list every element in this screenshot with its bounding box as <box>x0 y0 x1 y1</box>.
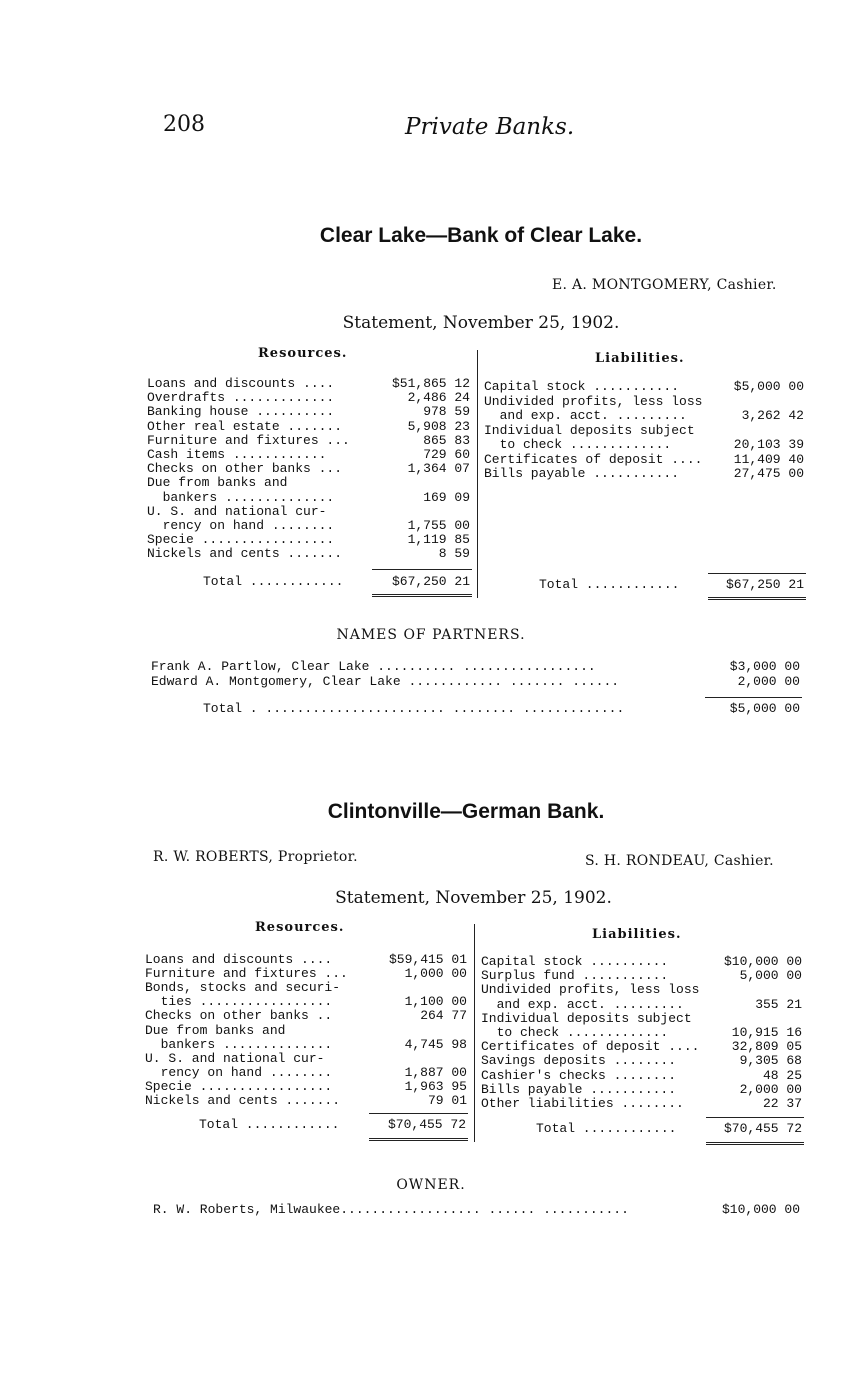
bank1-resource-amount: 978 59 <box>423 404 470 420</box>
bank2-liability-label: Other liabilities ........ <box>481 1096 684 1111</box>
bank2-cashier: S. H. RONDEAU, Cashier. <box>585 853 774 869</box>
bank1-resource-amount: 1,755 00 <box>407 518 470 533</box>
bank2-resource-label: bankers .............. <box>145 1036 333 1052</box>
bank2-statement: Statement, November 25, 1902. <box>335 888 612 908</box>
bank1-liabilities-sum-rule <box>708 573 806 574</box>
bank2-resource-label: rency on hand ........ <box>145 1064 333 1080</box>
bank1-liabilities-total-label: Total ............ <box>539 577 680 592</box>
partners-total: $5,000 00 <box>729 701 800 716</box>
bank1-resource-amount: 5,908 23 <box>407 418 470 434</box>
bank1-liability-label: Bills payable ........... <box>484 466 680 481</box>
bank1-resources-total: $67,250 21 <box>391 574 470 589</box>
bank2-resource-amount: 4,745 98 <box>404 1036 467 1052</box>
bank2-resources-total-label: Total ............ <box>199 1117 340 1132</box>
bank1-liability-amount: 20,103 39 <box>733 437 804 452</box>
bank2-liability-amount: 2,000 00 <box>739 1081 802 1097</box>
bank1-resource-amount: 865 83 <box>423 432 470 448</box>
bank2-liabilities-heading: Liabilities. <box>592 927 682 942</box>
partner-label: Edward A. Montgomery, Clear Lake ............ ....... ...... <box>151 674 620 689</box>
bank1-resource-label: rency on hand ........ <box>147 518 335 533</box>
bank1-resource-label: Checks on other banks ... <box>147 461 343 477</box>
bank1-resource-label: bankers .............. <box>147 489 335 505</box>
bank1-liability-amount: $5,000 00 <box>733 379 804 394</box>
bank2-liability-amount: 10,915 16 <box>731 1025 802 1040</box>
bank2-resources-heading: Resources. <box>255 920 345 935</box>
bank1-resource-label: Cash items ............ <box>147 447 327 462</box>
bank1-resources-heading: Resources. <box>258 346 348 361</box>
bank2-resource-amount: 79 01 <box>427 1093 467 1108</box>
bank2-resource-amount: 1,100 00 <box>404 994 467 1010</box>
bank1-resources-total-rule <box>372 594 472 597</box>
bank1-resources-total-label: Total ............ <box>203 574 344 589</box>
bank1-statement: Statement, November 25, 1902. <box>342 313 620 333</box>
bank2-liability-label: Capital stock .......... <box>481 954 669 969</box>
bank2-liability-label: to check ............. <box>481 1025 669 1040</box>
bank2-column-divider <box>474 924 475 1142</box>
bank2-liabilities-total: $70,455 72 <box>723 1121 802 1136</box>
owner-amount: $10,000 00 <box>721 1202 800 1217</box>
bank2-resource-label: Furniture and fixtures ... <box>145 966 348 982</box>
bank2-resources-sum-rule <box>369 1113 468 1114</box>
bank2-resource-label: Bonds, stocks and securi- <box>145 980 341 996</box>
bank1-liability-label: Individual deposits subject <box>484 422 695 438</box>
bank2-liability-amount: 48 25 <box>762 1067 802 1083</box>
bank2-resource-amount: 1,000 00 <box>404 966 467 982</box>
bank2-resources-total: $70,455 72 <box>387 1117 466 1132</box>
bank1-resource-label: Due from banks and <box>147 475 288 491</box>
bank1-liability-label: Certificates of deposit .... <box>484 451 703 467</box>
bank2-liability-label: Undivided profits, less loss <box>481 982 700 998</box>
bank1-resource-label: Furniture and fixtures ... <box>147 432 350 448</box>
owner-heading: OWNER. <box>396 1177 466 1193</box>
bank2-liability-amount: 355 21 <box>755 996 802 1012</box>
bank2-title: Clintonville—German Bank. <box>327 800 605 823</box>
bank1-liability-amount: 11,409 40 <box>733 451 804 467</box>
partner-amount: $3,000 00 <box>729 659 800 674</box>
bank1-resource-amount: $51,865 12 <box>391 376 470 391</box>
bank2-resource-label: Loans and discounts .... <box>145 952 333 967</box>
bank2-resource-label: Due from banks and <box>145 1022 286 1038</box>
bank2-liabilities-total-label: Total ............ <box>536 1121 677 1136</box>
bank1-cashier: E. A. MONTGOMERY, Cashier. <box>552 277 777 293</box>
bank2-resource-label: Specie ................. <box>145 1078 333 1094</box>
bank1-resource-label: Overdrafts ............. <box>147 390 335 406</box>
bank2-liabilities-total-rule <box>706 1142 804 1145</box>
bank2-liabilities-sum-rule <box>706 1117 804 1118</box>
bank1-liability-label: and exp. acct. ......... <box>484 408 687 423</box>
bank1-liabilities-total-rule <box>708 597 806 600</box>
bank1-resource-amount: 1,364 07 <box>407 461 470 477</box>
bank2-resources-total-rule <box>369 1138 468 1141</box>
bank2-liability-label: Cashier's checks ........ <box>481 1067 677 1083</box>
bank1-resources-sum-rule <box>372 569 472 570</box>
bank1-liability-amount: 27,475 00 <box>733 466 804 481</box>
owner-label: R. W. Roberts, Milwaukee.................. ...... ........... <box>153 1202 629 1217</box>
bank2-resource-amount: 1,963 95 <box>404 1078 467 1094</box>
bank2-liability-amount: 9,305 68 <box>739 1053 802 1069</box>
page-number: 208 <box>163 112 205 137</box>
bank1-resource-label: Loans and discounts .... <box>147 376 335 391</box>
bank2-liability-amount: 32,809 05 <box>731 1039 802 1055</box>
bank1-title: Clear Lake—Bank of Clear Lake. <box>319 224 643 247</box>
bank1-liability-label: Capital stock ........... <box>484 379 680 394</box>
bank1-resource-amount: 729 60 <box>423 447 470 462</box>
bank1-resource-amount: 2,486 24 <box>407 390 470 406</box>
partners-heading: NAMES OF PARTNERS. <box>336 627 526 643</box>
bank2-resource-amount: 264 77 <box>420 1008 467 1024</box>
partner-label: Frank A. Partlow, Clear Lake .......... ................. <box>151 659 596 674</box>
bank1-resource-label: Other real estate ....... <box>147 418 343 434</box>
bank2-liability-label: Individual deposits subject <box>481 1010 692 1026</box>
bank1-liabilities-heading: Liabilities. <box>595 351 685 366</box>
bank2-proprietor: R. W. ROBERTS, Proprietor. <box>153 849 358 865</box>
bank2-liability-amount: 5,000 00 <box>739 968 802 984</box>
bank2-liability-label: Bills payable ........... <box>481 1081 677 1097</box>
bank2-resource-label: Nickels and cents ....... <box>145 1093 341 1108</box>
bank1-liability-label: Undivided profits, less loss <box>484 393 703 409</box>
bank1-resource-amount: 8 59 <box>438 546 470 562</box>
bank2-liability-label: and exp. acct. ......... <box>481 996 684 1012</box>
bank2-liability-amount: $10,000 00 <box>723 954 802 969</box>
bank1-resource-label: Banking house .......... <box>147 404 335 420</box>
bank2-resource-amount: $59,415 01 <box>388 952 467 967</box>
bank1-liabilities-total: $67,250 21 <box>725 577 804 592</box>
bank1-liability-amount: 3,262 42 <box>741 408 804 423</box>
bank1-resource-label: Specie ................. <box>147 532 335 548</box>
bank1-resource-label: U. S. and national cur- <box>147 503 327 519</box>
partners-total-label: Total . ....................... ........ ............. <box>203 701 625 716</box>
partner-amount: 2,000 00 <box>737 674 800 689</box>
partners-sum-rule <box>705 697 802 698</box>
running-title: Private Banks. <box>405 114 575 140</box>
bank2-resource-label: U. S. and national cur- <box>145 1050 325 1066</box>
bank2-liability-amount: 22 37 <box>762 1096 802 1111</box>
bank1-resource-amount: 169 09 <box>423 489 470 505</box>
bank1-column-divider <box>477 350 478 598</box>
bank2-liability-label: Certificates of deposit .... <box>481 1039 700 1055</box>
bank2-resource-amount: 1,887 00 <box>404 1064 467 1080</box>
bank1-liability-label: to check ............. <box>484 437 672 452</box>
bank2-liability-label: Savings deposits ........ <box>481 1053 677 1069</box>
bank1-resource-label: Nickels and cents ....... <box>147 546 343 562</box>
bank2-liability-label: Surplus fund ........... <box>481 968 669 984</box>
bank1-resource-amount: 1,119 85 <box>407 532 470 548</box>
bank2-resource-label: ties ................. <box>145 994 333 1010</box>
bank2-resource-label: Checks on other banks .. <box>145 1008 333 1024</box>
